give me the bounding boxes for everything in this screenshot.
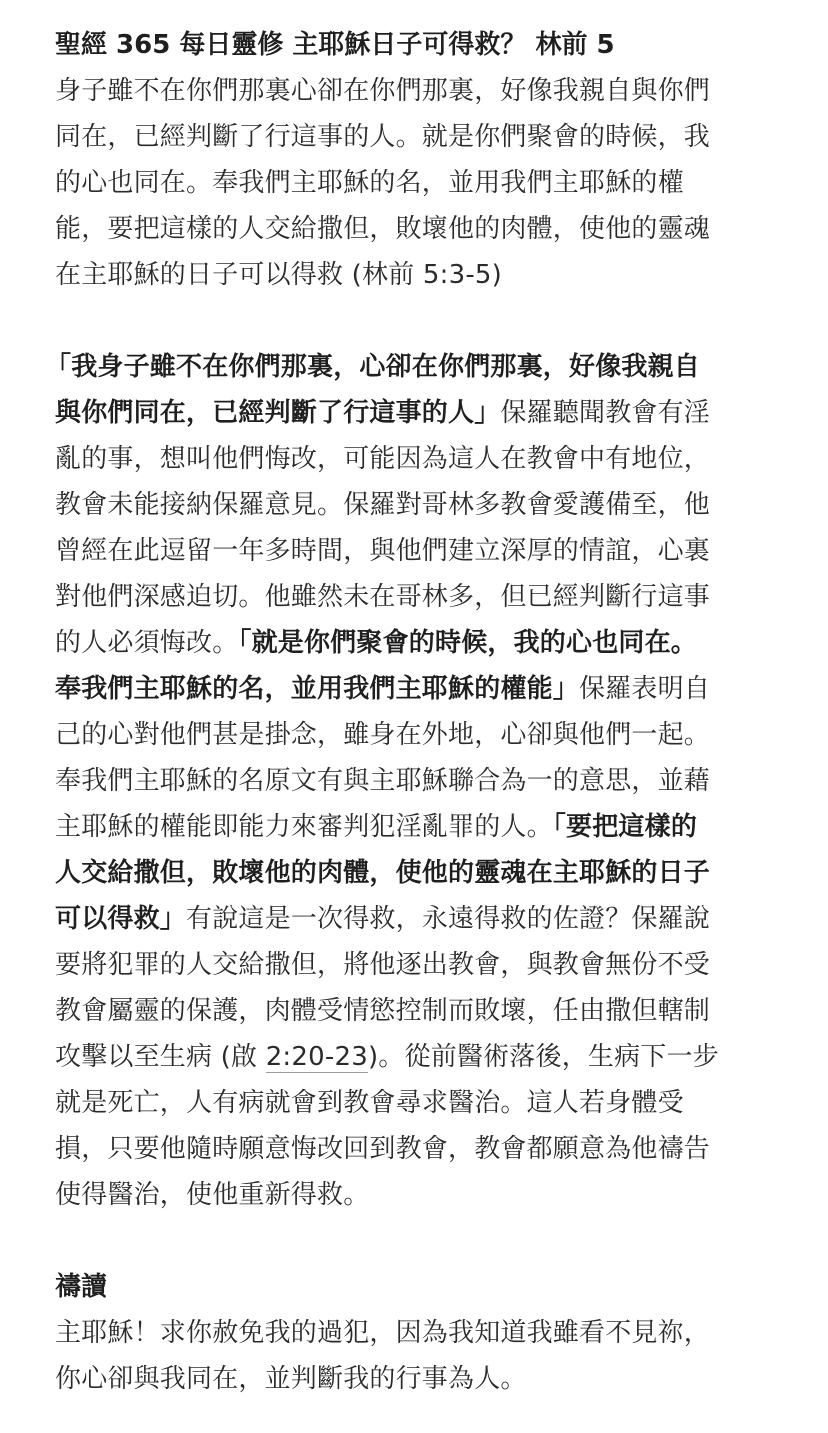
quote-bold: 可以得救」 (55, 904, 187, 934)
scripture-line: 同在，已經判斷了行這事的人。就是你們聚會的時候，我 (55, 122, 711, 152)
commentary-line (55, 1034, 772, 1080)
scripture-line: 在主耶穌的日子可以得救 (林前 5:3-5) (55, 260, 502, 290)
paragraph-gap (55, 298, 772, 344)
commentary-line (55, 390, 772, 436)
scripture-line: 能，要把這樣的人交給撒但，敗壞他的肉體，使他的靈魂 (55, 214, 711, 244)
commentary-line: 教會屬靈的保護，肉體受情慾控制而敗壞，任由撒但轄制 (55, 996, 711, 1026)
scripture-line: 身子雖不在你們那裏心卻在你們那裏，好像我親自與你們 (55, 76, 711, 106)
commentary-text: 保羅表明自 (579, 674, 711, 704)
commentary-text: 的人必須悔改。 (55, 628, 239, 658)
paragraph-gap (55, 1218, 772, 1264)
prayer-line: 主耶穌！求你赦免我的過犯，因為我知道我雖看不見祢， (55, 1318, 711, 1348)
commentary-line: 亂的事，想叫他們悔改，可能因為這人在教會中有地位， (55, 444, 711, 474)
prayer-heading: 禱讀 (55, 1272, 108, 1302)
commentary-text: )。從前醫術落後，生病下一步 (367, 1042, 719, 1072)
quote-bold: 人交給撒但，敗壞他的肉體，使他的靈魂在主耶穌的日子 (55, 858, 711, 888)
prayer-line: 你心卻與我同在，並判斷我的行事為人。 (55, 1364, 527, 1394)
commentary-line (55, 850, 772, 896)
quote-bold: 與你們同在，已經判斷了行這事的人」 (55, 398, 501, 428)
commentary-text: 主耶穌的權能即能力來審判犯淫亂罪的人。 (55, 812, 553, 842)
page-title: 聖經 365 每日靈修 主耶穌日子可得救？ 林前 5 (55, 30, 615, 60)
commentary-line: 就是死亡，人有病就會到教會尋求醫治。這人若身體受 (55, 1088, 684, 1118)
prayer-section (55, 1264, 772, 1402)
scripture-line: 的心也同在。奉我們主耶穌的名，並用我們主耶穌的權 (55, 168, 684, 198)
commentary-line: 己的心對他們甚是掛念，雖身在外地，心卻與他們一起。 (55, 720, 711, 750)
commentary-line (55, 666, 772, 712)
commentary-line (55, 804, 772, 850)
quote-bold: 奉我們主耶穌的名，並用我們主耶穌的權能」 (55, 674, 580, 704)
commentary-line: 對他們深感迫切。他雖然未在哥林多，但已經判斷行這事 (55, 582, 711, 612)
commentary-line (55, 896, 772, 942)
commentary-line: 使得醫治，使他重新得救。 (55, 1180, 370, 1210)
commentary-text: 保羅聽聞教會有淫 (500, 398, 711, 428)
commentary-line: 奉我們主耶穌的名原文有與主耶穌聯合為一的意思，並藉 (55, 766, 711, 796)
quote-bold: 「要把這樣的 (552, 812, 698, 842)
commentary-section (45, 344, 772, 1218)
commentary-line: 曾經在此逗留一年多時間，與他們建立深厚的情誼，心裏 (55, 536, 711, 566)
quote-bold: 「就是你們聚會的時候，我的心也同在。 (238, 628, 698, 658)
scripture-passage (55, 68, 772, 298)
commentary-line (55, 620, 772, 666)
commentary-text: 攻擊以至生病 (啟 (55, 1042, 266, 1072)
scripture-reference-link[interactable]: 2:20-23 (265, 1042, 368, 1072)
commentary-line: 損，只要他隨時願意悔改回到教會，教會都願意為他禱告 (55, 1134, 711, 1164)
commentary-line: 教會未能接納保羅意見。保羅對哥林多教會愛護備至，他 (55, 490, 711, 520)
commentary-line: 要將犯罪的人交給撒但，將他逐出教會，與教會無份不受 (55, 950, 711, 980)
quote-bold: 「我身子雖不在你們那裏，心卻在你們那裏，好像我親自 (45, 352, 701, 382)
commentary-text: 有說這是一次得救，永遠得救的佐證？保羅說 (186, 904, 711, 934)
commentary-line (45, 344, 772, 390)
